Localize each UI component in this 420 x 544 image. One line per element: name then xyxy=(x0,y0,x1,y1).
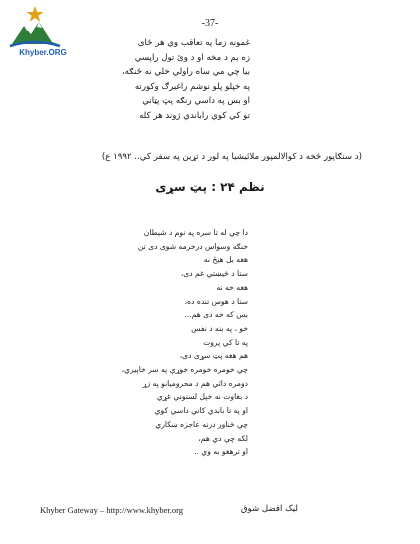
logo-text: Khyber.ORG xyxy=(19,48,67,57)
verse-line: دا چي له تا سره په نوم د شيطان xyxy=(143,228,248,237)
verse-line: خنګه وسواس درخرمه شوی دی تن xyxy=(137,241,248,251)
verse-line: بس که خه دی هم... xyxy=(184,310,248,320)
verse-line: تو کي کوي راباندي ژوند هر کله xyxy=(139,110,250,121)
verse-line: بيا چي مي ساه راولي خلي نه ځنګه، xyxy=(121,67,250,78)
khyber-logo xyxy=(6,4,67,58)
verse-line: په خپلو پلو نوشم راغبرګ وکورته xyxy=(134,81,250,92)
verse-line: چي خومره خومره خوړې په سر خاپيري، xyxy=(121,365,248,375)
verse-line: زه يم د مخه او د وئ تول راپسي xyxy=(134,52,250,63)
verse-line: هم هغه پټ سړی دی، xyxy=(179,351,248,361)
page-number: -37- xyxy=(201,18,219,29)
poem-body xyxy=(122,226,248,459)
footer-author: ليک افضل شوق xyxy=(240,504,298,514)
verse-line: هغه بل هيڅ نه xyxy=(203,255,248,265)
poem-citation: (د سنګاپور ځخه د کوالالمپور ملائيشيا په لور د تړين په سفر کي.. ۱۹۹۲ ع) xyxy=(101,152,362,162)
verse-line: د بغاوت نه خپل لستوني غړي xyxy=(156,392,248,402)
verse-line: ستا د هوس تنده ده، xyxy=(184,296,248,306)
verse-line: خو ، په بنه د نفس xyxy=(191,323,248,333)
verse-line: چي ځناور درنه عاجزه ښکاري xyxy=(155,419,248,429)
verse-line: دومره دائي هم د محروميانو په زړ xyxy=(142,378,248,388)
verse-line: هغه خه نه xyxy=(216,282,248,292)
poem-stanza-top xyxy=(122,36,250,124)
poem-title: نظم ۲۴ : پټ سړی xyxy=(155,180,265,194)
verse-line: لکه چي دي هم، xyxy=(198,433,248,443)
verse-line: او په تا باندي کاني داسي کوي xyxy=(154,406,248,416)
verse-line: په تا کي پروت xyxy=(203,337,248,347)
verse-line: غمونه زما په تعاقب وي هر ځای xyxy=(137,38,250,48)
verse-line: ستا د څيښتي غم دی، xyxy=(180,269,248,279)
verse-line: او بس په داسي رنګه پټ پټاني xyxy=(142,96,250,107)
verse-line: او ترهغو به وي .. xyxy=(194,447,248,457)
footer-website-link[interactable]: Khyber Gateway – http://www.khyber.org xyxy=(40,505,184,515)
